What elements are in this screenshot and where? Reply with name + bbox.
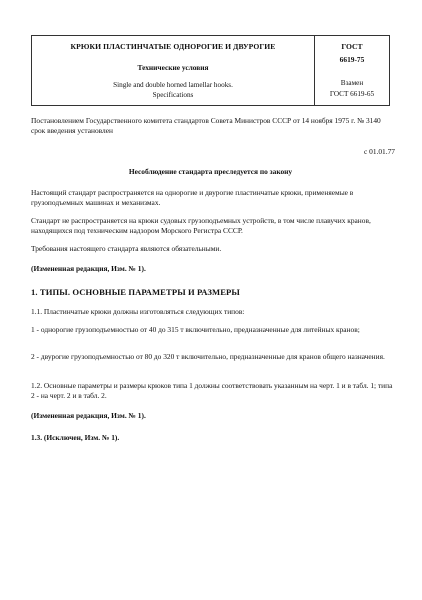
- section-heading: 1. ТИПЫ. ОСНОВНЫЕ ПАРАМЕТРЫ И РАЗМЕРЫ: [31, 287, 240, 297]
- scope-paragraph: Настоящий стандарт распространяется на однорогие и двурогие пластинчатые крюки, применяемые в грузоподъемных машинах и механизмах.: [31, 188, 354, 208]
- legal-warning: Несоблюдение стандарта преследуется по закону: [128, 167, 293, 176]
- standard-title: КРЮКИ ПЛАСТИНЧАТЫЕ ОДНОРОГИЕ И ДВУРОГИЕ: [70, 42, 276, 51]
- clause-1-1-type-2: 2 - двурогие грузоподъемностью от 80 до 320 т включительно, предназначенные для кранов общего назначения.: [31, 352, 385, 361]
- replaces-value: ГОСТ 6619-65: [329, 90, 375, 98]
- clause-1-2: 1.2. Основные параметры и размеры крюков типа 1 должны соответствовать указанным на черт. 1 и в табл. 1; типа 2 - на черт. 2 и в табл. 2.: [31, 381, 393, 401]
- clause-1-1-type-1: 1 - однорогие грузоподъемностью от 40 до 315 т включительно, предназначенные для литейных кранов;: [31, 325, 360, 334]
- edition-note-1: (Измененная редакция, Изм. № 1).: [31, 264, 146, 273]
- decree-paragraph: Постановлением Государственного комитета стандартов Совета Министров СССР от 14 ноября 1975 г. № 3140 срок введения установлен: [31, 116, 381, 136]
- effective-date: с 01.01.77: [364, 147, 395, 156]
- clause-1-1: 1.1. Пластинчатые крюки должны изготовляться следующих типов:: [31, 307, 245, 316]
- mandatory-paragraph: Требования настоящего стандарта являются обязательными.: [31, 244, 222, 253]
- standard-header-table: [31, 35, 390, 106]
- replaces-label: Взамен: [340, 79, 364, 87]
- gost-label: ГОСТ: [341, 42, 363, 51]
- standard-subtitle: Технические условия: [137, 63, 209, 72]
- header-number-cell: [315, 36, 389, 105]
- english-title-line2: Specifications: [152, 91, 194, 99]
- english-title: [32, 80, 314, 100]
- gost-number: 6619-75: [339, 55, 365, 64]
- edition-note-2: (Измененная редакция, Изм. № 1).: [31, 411, 146, 420]
- header-title-cell: [32, 36, 315, 105]
- clause-1-3: 1.3. (Исключен, Изм. № 1).: [31, 433, 120, 442]
- exclusion-paragraph: Стандарт не распространяется на крюки судовых грузоподъемных устройств, в том числе плавучих кранов, находящихся под техническим надзором Морского Регистра СССР.: [31, 216, 371, 236]
- english-title-line1: Single and double horned lamellar hooks.: [113, 81, 233, 89]
